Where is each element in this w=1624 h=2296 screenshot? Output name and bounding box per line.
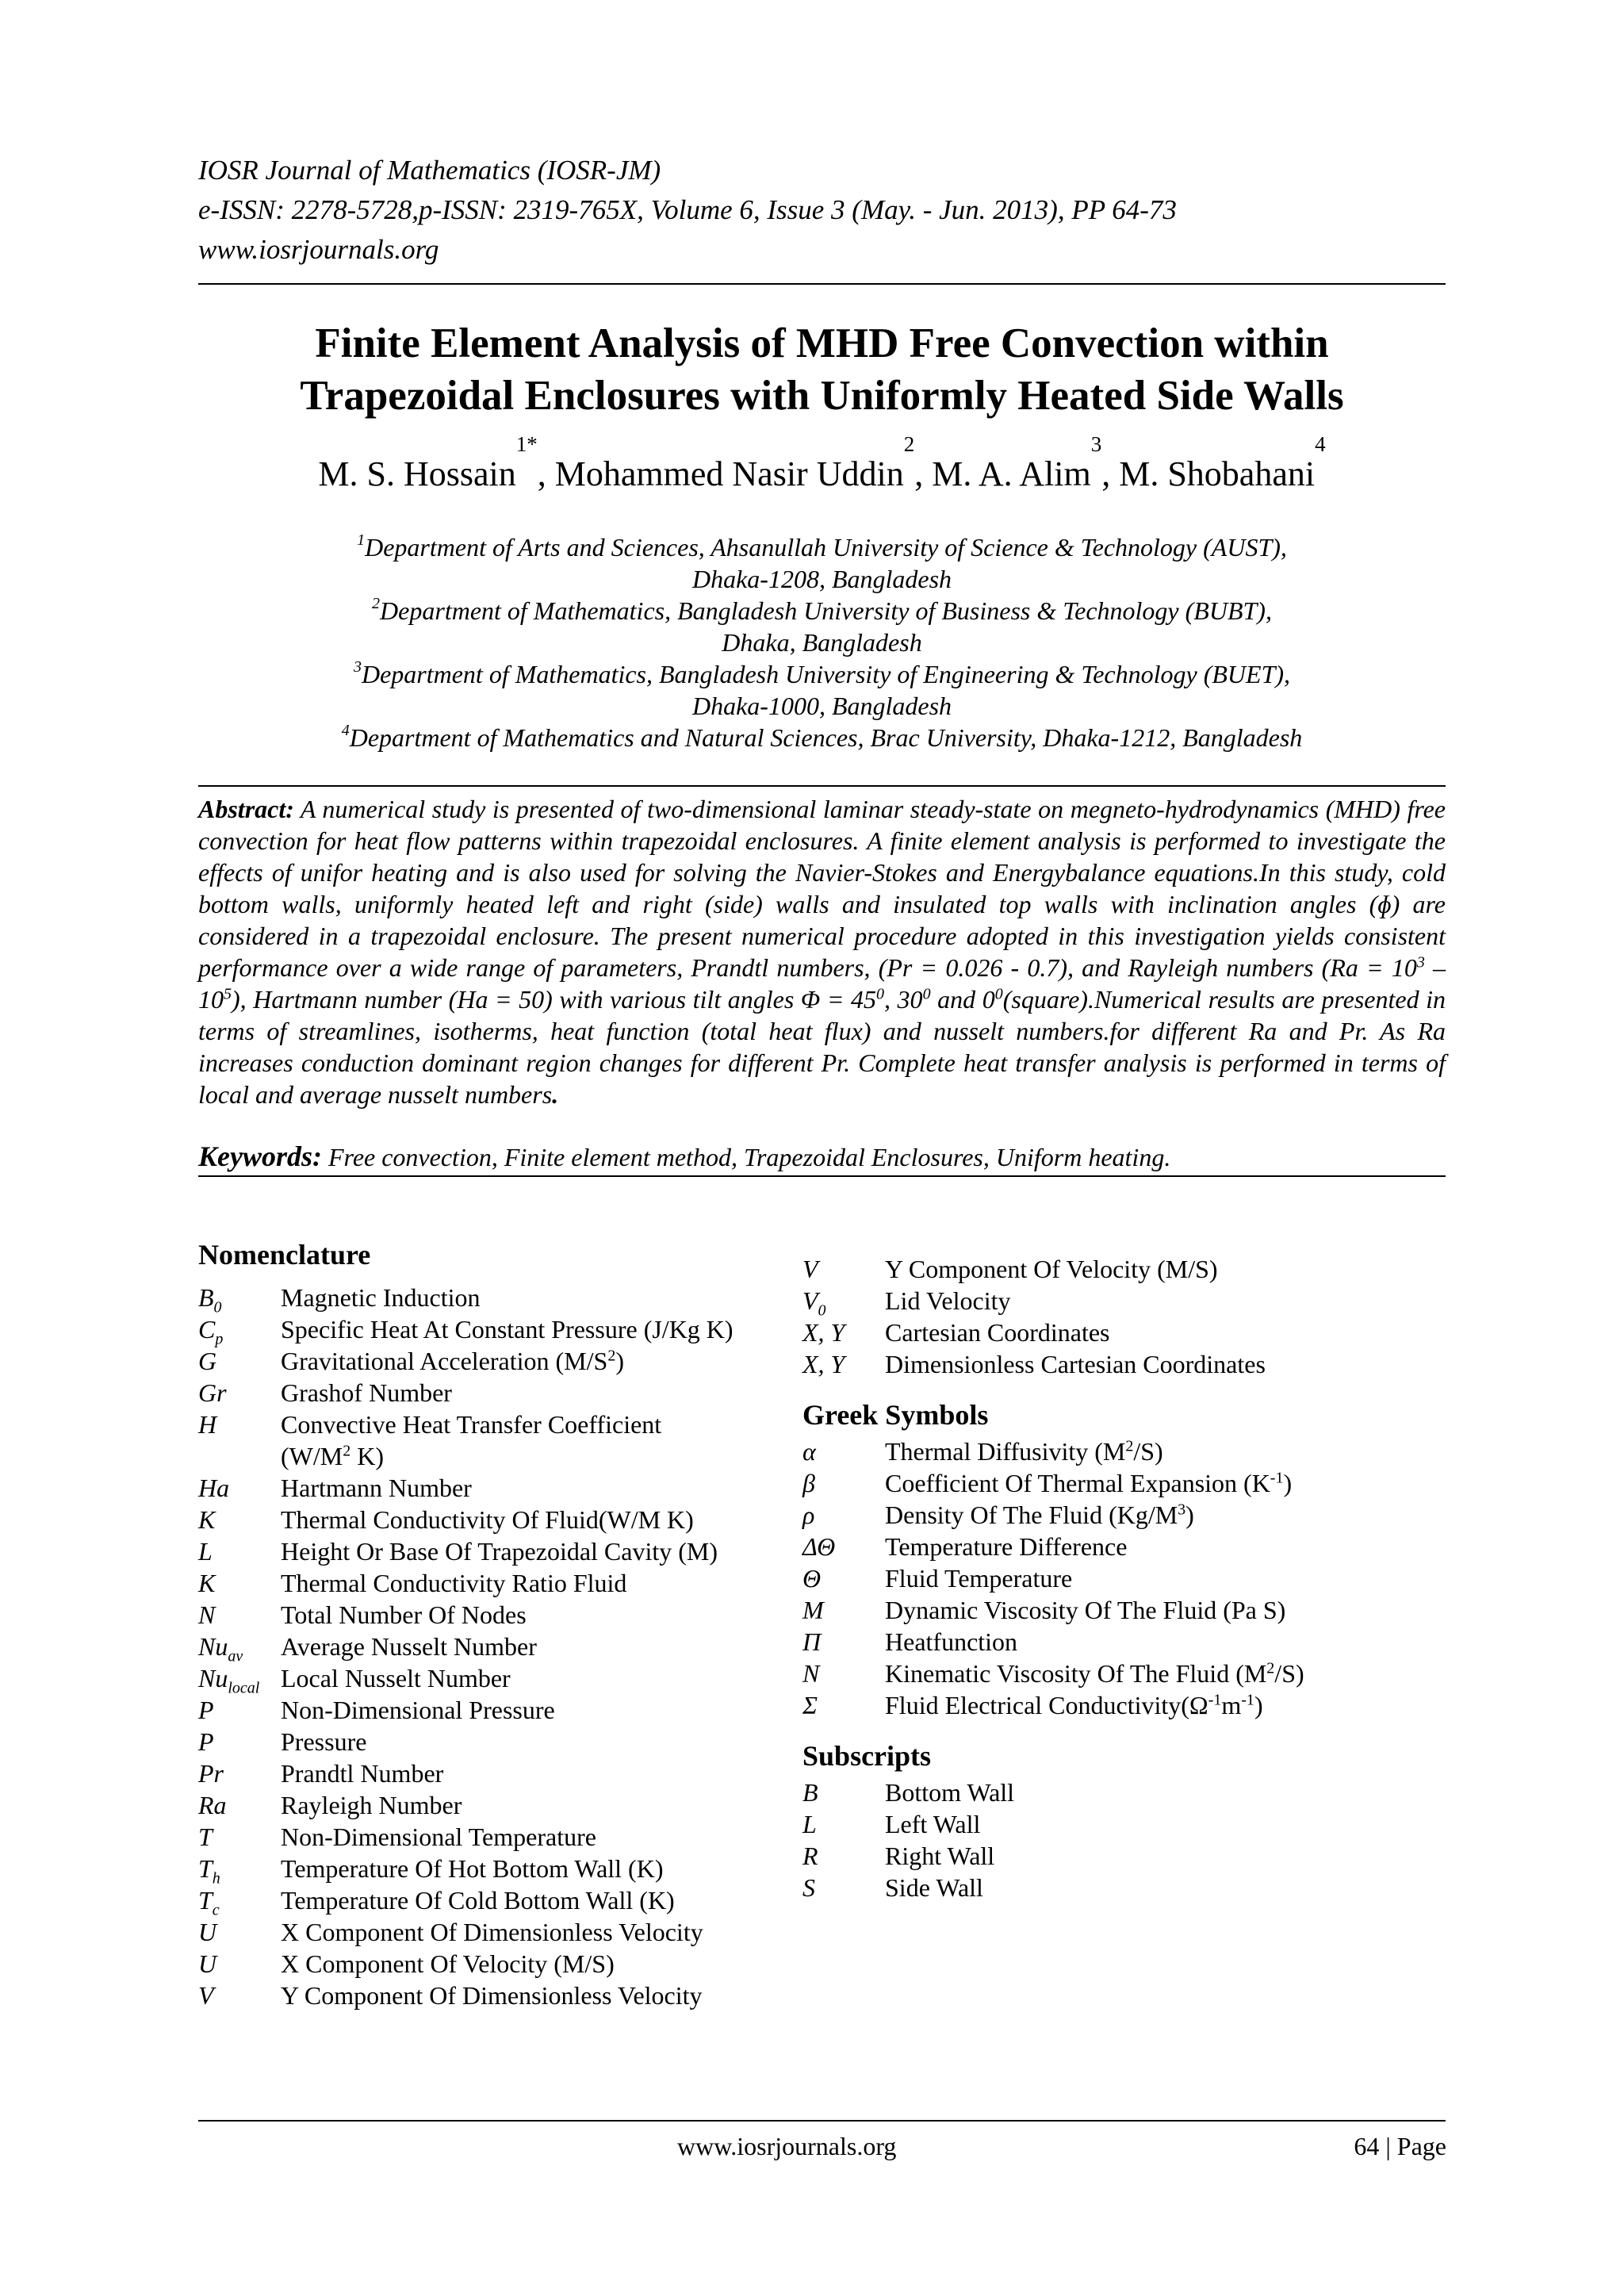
affiliation-3-line-2: Dhaka-1000, Bangladesh (691, 692, 952, 720)
symbol (198, 1535, 213, 1567)
symbol-text: Nu (198, 1632, 228, 1661)
nomenclature-row (198, 1377, 801, 1409)
affiliation-1-line-2: Dhaka-1208, Bangladesh (691, 565, 952, 593)
definition-superscript: 3 (1178, 1501, 1186, 1519)
definition-text: Non-Dimensional Pressure (281, 1696, 555, 1724)
symbol (802, 1594, 824, 1626)
definition-superscript: 2 (607, 1347, 616, 1365)
abstract-text: – 10 (198, 953, 1446, 1014)
symbol (198, 1916, 216, 1948)
definition-text: Fluid Temperature (885, 1564, 1073, 1593)
symbol (802, 1531, 835, 1562)
definition-text: Non-Dimensional Temperature (281, 1823, 596, 1851)
nomenclature-row (802, 1435, 1445, 1467)
symbol (198, 1694, 214, 1726)
nomenclature-row (198, 1853, 801, 1888)
nomenclature-row (802, 1872, 1445, 1903)
definition (885, 1562, 1072, 1594)
symbol (802, 1777, 818, 1808)
footer-website: www.iosrjournals.org (677, 2132, 897, 2160)
symbol-text: K (198, 1505, 216, 1534)
definition-text: /S) (1133, 1437, 1163, 1466)
nomenclature-heading: Nomenclature (198, 1239, 371, 1271)
affiliation-3-line-1 (198, 658, 1446, 690)
symbol (802, 1840, 818, 1872)
keywords-label: Keywords: (198, 1140, 322, 1172)
abstract-label: Abstract: (198, 795, 294, 823)
definition (281, 1757, 443, 1789)
definition-text: /S) (1274, 1659, 1304, 1688)
subscripts-heading: Subscripts (802, 1740, 932, 1772)
definition (885, 1531, 1127, 1562)
symbol-text: X, Y (802, 1318, 845, 1347)
symbol (198, 1377, 227, 1409)
definition-text: Lid Velocity (885, 1286, 1011, 1315)
nomenclature-row (802, 1499, 1445, 1531)
author-mark: 1* (515, 432, 538, 456)
symbol (198, 1757, 224, 1789)
nomenclature-row (198, 1440, 801, 1472)
symbol (198, 1821, 213, 1853)
definition-text: Left Wall (885, 1810, 981, 1838)
symbol (802, 1348, 845, 1380)
author-sep: , (537, 454, 555, 493)
definition (281, 1409, 661, 1440)
abstract-exponent: 0 (922, 985, 931, 1003)
nomenclature-row (802, 1348, 1445, 1380)
symbol (198, 1313, 224, 1348)
definition (885, 1594, 1285, 1626)
title-line-1: Finite Element Analysis of MHD Free Convection within (315, 320, 1329, 366)
symbol (802, 1562, 821, 1594)
definition-text: ) (1185, 1501, 1194, 1529)
definition (281, 1853, 663, 1884)
definition (885, 1317, 1109, 1348)
symbol-text: β (802, 1469, 815, 1497)
definition (281, 1282, 480, 1313)
nomenclature-row (198, 1631, 801, 1665)
symbol-text: V (198, 1981, 214, 2010)
author-mark: 2 (903, 432, 915, 456)
symbol-text: L (198, 1537, 213, 1566)
definition (885, 1626, 1017, 1658)
definition-superscript: -1 (1208, 1691, 1222, 1709)
symbol-text: P (198, 1696, 214, 1724)
nomenclature-row (802, 1777, 1445, 1808)
nomenclature-row (802, 1658, 1445, 1689)
symbol-text: T (198, 1854, 213, 1883)
symbol-text: Ra (198, 1791, 227, 1819)
definition (885, 1808, 980, 1840)
definition (281, 1980, 703, 2011)
definition (885, 1467, 1292, 1499)
definition-text: (W/M (281, 1442, 343, 1470)
symbol-text: Nu (198, 1664, 228, 1692)
nomenclature-left-column (198, 1237, 801, 2011)
symbol-subscript: av (228, 1647, 243, 1665)
symbol (198, 1472, 229, 1504)
symbol (198, 1884, 220, 1919)
definition-text: Hartmann Number (281, 1474, 472, 1502)
symbol-text: Σ (802, 1691, 818, 1719)
affiliation-mark: 3 (353, 658, 362, 677)
author-sep: , (1101, 454, 1120, 493)
symbol-text: V (802, 1286, 818, 1315)
symbol-text: Ha (198, 1474, 230, 1502)
abstract-bottom-rule (198, 1175, 1446, 1177)
definition (885, 1872, 983, 1903)
symbol-subscript: c (212, 1901, 220, 1919)
definition-text: Pressure (281, 1727, 367, 1756)
symbol (802, 1253, 818, 1285)
definition-text: Magnetic Induction (281, 1283, 481, 1312)
author-name: M. Shobahani (1119, 454, 1316, 493)
symbol-text: X, Y (802, 1350, 845, 1378)
abstract-text: , 30 (883, 985, 923, 1014)
definition (281, 1599, 527, 1631)
symbol (802, 1689, 818, 1721)
nomenclature-row (198, 1345, 801, 1377)
symbol (198, 1567, 215, 1599)
symbol (802, 1317, 845, 1348)
symbol-text: R (802, 1842, 818, 1870)
paper-title (198, 317, 1446, 422)
definition-text: Thermal Diffusivity (M (885, 1437, 1126, 1466)
definition (281, 1377, 452, 1409)
nomenclature-row (198, 1789, 801, 1821)
definition-text: Temperature Of Hot Bottom Wall (K) (281, 1854, 664, 1883)
symbol (198, 1726, 214, 1757)
definition (281, 1504, 694, 1535)
nomenclature-row (198, 1599, 801, 1631)
symbol-text: H (198, 1410, 217, 1439)
definition-text: Temperature Difference (885, 1532, 1128, 1561)
definition-text: K) (350, 1442, 384, 1470)
definition-text: Coefficient Of Thermal Expansion (K (885, 1469, 1270, 1497)
definition-text: ) (1254, 1691, 1263, 1719)
affiliations (198, 531, 1446, 753)
greek-symbols-heading: Greek Symbols (802, 1399, 989, 1431)
definition (281, 1916, 703, 1948)
abstract-text: (square).Numerical results are presented in terms of streamlines, isotherms, heat function (total heat flux) and nusselt numbers.for different Ra and Pr. As Ra increases conduction dominant region changes for different Pr. Complete heat transfer analysis is performed in terms of local and average nusselt numbers (198, 985, 1446, 1109)
definition (885, 1435, 1163, 1467)
definition (885, 1285, 1011, 1317)
symbol-text: U (198, 1918, 217, 1946)
symbol-text: B (802, 1778, 818, 1807)
nomenclature-row (198, 1504, 801, 1535)
nomenclature-row (198, 1409, 801, 1440)
nomenclature-continued-list (802, 1253, 1445, 1380)
definition-text: Cartesian Coordinates (885, 1318, 1110, 1347)
nomenclature-row (198, 1662, 801, 1697)
symbol-text: α (802, 1437, 816, 1466)
nomenclature-list (198, 1282, 801, 2011)
definition (281, 1662, 511, 1694)
abstract-exponent: 0 (994, 985, 1003, 1003)
author-mark: 3 (1090, 432, 1102, 456)
nomenclature-row (198, 1535, 801, 1567)
definition (281, 1440, 384, 1472)
nomenclature-row (802, 1317, 1445, 1348)
definition-text: m (1221, 1691, 1242, 1719)
definition (281, 1567, 626, 1599)
definition-text: Grashof Number (281, 1378, 452, 1407)
symbol-text: B (198, 1283, 214, 1312)
symbol (198, 1980, 214, 2011)
author-list (198, 432, 1446, 498)
affiliation-text: Department of Mathematics and Natural Sciences, Brac University, Dhaka-1212, Bangladesh (349, 723, 1303, 752)
journal-website: www.iosrjournals.org (198, 234, 439, 265)
affiliation-text: Department of Mathematics, Bangladesh University of Engineering & Technology (BUET), (361, 660, 1291, 688)
symbol (198, 1345, 216, 1377)
nomenclature-row (802, 1285, 1445, 1320)
affiliation-2-line-2: Dhaka, Bangladesh (722, 628, 922, 657)
definition (885, 1840, 994, 1872)
definition (885, 1253, 1218, 1285)
definition (885, 1689, 1263, 1721)
definition-text: Y Component Of Dimensionless Velocity (281, 1981, 703, 2010)
symbol (198, 1948, 216, 1980)
symbol (198, 1853, 220, 1888)
nomenclature-row (198, 1757, 801, 1789)
symbol (198, 1662, 260, 1697)
symbol (802, 1467, 815, 1499)
definition-text: Height Or Base Of Trapezoidal Cavity (M) (281, 1537, 718, 1566)
definition-text: Local Nusselt Number (281, 1664, 511, 1692)
symbol (198, 1631, 243, 1665)
abstract-exponent: 3 (1416, 953, 1425, 972)
nomenclature-row (198, 1980, 801, 2011)
definition-superscript: 2 (1125, 1437, 1134, 1455)
nomenclature-row (198, 1916, 801, 1948)
definition-text: Right Wall (885, 1842, 995, 1870)
nomenclature-row (198, 1313, 801, 1348)
affiliation-2-line-1 (198, 595, 1446, 627)
nomenclature-row (198, 1948, 801, 1980)
definition-text: Density Of The Fluid (Kg/M (885, 1501, 1178, 1529)
symbol (802, 1435, 816, 1467)
definition-text: Prandtl Number (281, 1759, 444, 1788)
abstract (198, 793, 1446, 1110)
definition (281, 1884, 675, 1916)
symbol-text: T (198, 1886, 213, 1915)
definition (281, 1726, 366, 1757)
symbol-subscript: 0 (818, 1301, 826, 1320)
symbol-text: G (198, 1347, 217, 1375)
keywords (198, 1140, 1446, 1173)
definition (885, 1348, 1266, 1380)
symbol-text: S (802, 1873, 815, 1902)
abstract-end: . (552, 1080, 559, 1109)
symbol (198, 1409, 216, 1440)
definition-superscript: 2 (1266, 1659, 1275, 1677)
definition (281, 1472, 472, 1504)
affiliation-mark: 1 (357, 531, 366, 550)
definition-text: Side Wall (885, 1873, 983, 1902)
definition-text: Y Component Of Velocity (M/S) (885, 1255, 1218, 1283)
affiliation-4-line-1 (198, 722, 1446, 753)
abstract-exponent: 5 (224, 985, 232, 1003)
definition-text: Average Nusselt Number (281, 1632, 537, 1661)
symbol (802, 1872, 815, 1903)
symbol (802, 1499, 814, 1531)
keywords-text: Free convection, Finite element method, Trapezoidal Enclosures, Uniform heating. (322, 1143, 1171, 1171)
journal-header (198, 151, 1177, 270)
nomenclature-row (198, 1472, 801, 1504)
definition-text: X Component Of Dimensionless Velocity (281, 1918, 703, 1946)
symbol-text: Pr (198, 1759, 224, 1788)
author-mark: 4 (1315, 432, 1326, 456)
nomenclature-row (802, 1467, 1445, 1499)
symbol-text: Π (802, 1627, 822, 1656)
author-name: M. A. Alim (932, 454, 1091, 493)
symbol-text: ΔΘ (802, 1532, 836, 1561)
symbol-text: Θ (802, 1564, 822, 1593)
definition-text: Rayleigh Number (281, 1791, 462, 1819)
journal-issn: e-ISSN: 2278-5728,p-ISSN: 2319-765X, Volume 6, Issue 3 (May. - Jun. 2013), PP 64-73 (198, 194, 1177, 225)
nomenclature-row (198, 1282, 801, 1317)
definition (281, 1313, 733, 1345)
definition-text: Gravitational Acceleration (M/S (281, 1347, 608, 1375)
nomenclature-row (198, 1694, 801, 1726)
definition-superscript: -1 (1241, 1691, 1254, 1709)
definition (281, 1948, 615, 1980)
affiliation-text: Department of Arts and Sciences, Ahsanullah University of Science & Technology (AUST), (365, 533, 1287, 562)
affiliation-text: Department of Mathematics, Bangladesh University of Business & Technology (BUBT), (380, 596, 1272, 625)
symbol (198, 1789, 227, 1821)
footer-rule (198, 2120, 1446, 2122)
author-sep: , (914, 454, 933, 493)
symbol-text: T (198, 1823, 213, 1851)
title-line-2: Trapezoidal Enclosures with Uniformly Heated Side Walls (300, 373, 1344, 419)
definition (281, 1821, 596, 1853)
symbol (802, 1658, 819, 1689)
definition-text: Thermal Conductivity Of Fluid(W/M K) (281, 1505, 694, 1534)
affiliation-mark: 2 (372, 595, 381, 613)
author-name: M. S. Hossain (318, 454, 516, 493)
symbol (802, 1808, 817, 1840)
nomenclature-row (802, 1808, 1445, 1840)
subscripts-list (802, 1777, 1445, 1903)
nomenclature-row (802, 1840, 1445, 1872)
nomenclature-row (198, 1821, 801, 1853)
greek-symbols-list (802, 1435, 1445, 1721)
symbol (198, 1282, 222, 1317)
symbol-text: Μ (802, 1596, 824, 1624)
definition (281, 1789, 462, 1821)
definition-text: Convective Heat Transfer Coefficient (281, 1410, 662, 1439)
abstract-top-rule (198, 785, 1446, 787)
abstract-text: A numerical study is presented of two-dimensional laminar steady-state on megneto-hydrodynamics (MHD) free convection for heat flow patterns within trapezoidal enclosures. A finite element analysis is performed to investigate the effects of unifor heating and is also used for solving the Navier-Stokes and Energybalance equations.In this study, cold bottom walls, uniformly heated left and right (side) walls and insulated top walls with inclination angles (ɸ) are considered in a trapezoidal enclosure. The present numerical procedure adopted in this investigation yields consistent performance over a wide range of parameters, Prandtl numbers, (Pr = 0.026 - 0.7), and Rayleigh numbers (Ra = 10 (198, 795, 1446, 982)
symbol-text: L (802, 1810, 817, 1838)
definition-text: Thermal Conductivity Ratio Fluid (281, 1569, 627, 1597)
definition-text: Fluid Electrical Conductivity(Ω (885, 1691, 1208, 1719)
nomenclature-row (802, 1594, 1445, 1626)
nomenclature-row (802, 1531, 1445, 1562)
definition (885, 1499, 1194, 1531)
symbol-text: N (198, 1600, 216, 1629)
definition-text: Dimensionless Cartesian Coordinates (885, 1350, 1266, 1378)
nomenclature-row (802, 1689, 1445, 1721)
nomenclature-row (802, 1626, 1445, 1658)
definition (281, 1535, 718, 1567)
symbol (802, 1626, 821, 1658)
author-name: Mohammed Nasir Uddin (554, 454, 904, 493)
definition-text: Total Number Of Nodes (281, 1600, 527, 1629)
symbol-text: U (198, 1949, 217, 1978)
affiliation-1-line-1 (198, 531, 1446, 563)
definition-text: Heatfunction (885, 1627, 1018, 1656)
definition-text: Specific Heat At Constant Pressure (J/Kg K) (281, 1315, 733, 1343)
nomenclature-row (802, 1562, 1445, 1594)
abstract-exponent: 0 (875, 985, 884, 1003)
symbol (198, 1504, 215, 1535)
symbol-subscript: p (215, 1330, 224, 1348)
symbol-subscript: local (228, 1679, 260, 1697)
definition-text: Bottom Wall (885, 1778, 1015, 1807)
symbol (198, 1599, 215, 1631)
abstract-text: and 0 (930, 985, 995, 1014)
definition-text: Dynamic Viscosity Of The Fluid (Pa S) (885, 1596, 1286, 1624)
definition (885, 1658, 1304, 1689)
symbol-text: ρ (802, 1501, 815, 1529)
affiliation-mark: 4 (341, 722, 350, 740)
symbol-subscript: h (212, 1869, 220, 1888)
journal-name: IOSR Journal of Mathematics (IOSR-JM) (198, 155, 661, 186)
definition-text: X Component Of Velocity (M/S) (281, 1949, 615, 1978)
definition-text: ) (1283, 1469, 1293, 1497)
symbol-text: K (198, 1569, 216, 1597)
definition (281, 1631, 537, 1662)
definition-text: ) (615, 1347, 624, 1375)
definition (885, 1777, 1014, 1808)
footer-page-number: 64 | Page (1354, 2132, 1446, 2160)
nomenclature-row (198, 1884, 801, 1919)
symbol-text: V (802, 1255, 818, 1283)
nomenclature-row (802, 1253, 1445, 1285)
nomenclature-row (198, 1567, 801, 1599)
symbol-text: C (198, 1315, 216, 1343)
symbol (802, 1285, 826, 1320)
nomenclature-right-column (802, 1253, 1445, 1903)
definition-text: Temperature Of Cold Bottom Wall (K) (281, 1886, 675, 1915)
definition-text: Kinematic Viscosity Of The Fluid (M (885, 1659, 1267, 1688)
definition-superscript: -1 (1270, 1469, 1284, 1487)
definition (281, 1345, 624, 1377)
symbol-text: P (198, 1727, 214, 1756)
abstract-text: ), Hartmann number (Ha = 50) with various tilt angles Φ = 45 (232, 985, 876, 1014)
definition-superscript: 2 (343, 1442, 351, 1460)
symbol-subscript: 0 (213, 1298, 222, 1317)
symbol-text: Ν (802, 1659, 820, 1688)
definition (281, 1694, 555, 1726)
header-rule (198, 283, 1446, 285)
symbol-text: Gr (198, 1378, 227, 1407)
nomenclature-row (198, 1726, 801, 1757)
